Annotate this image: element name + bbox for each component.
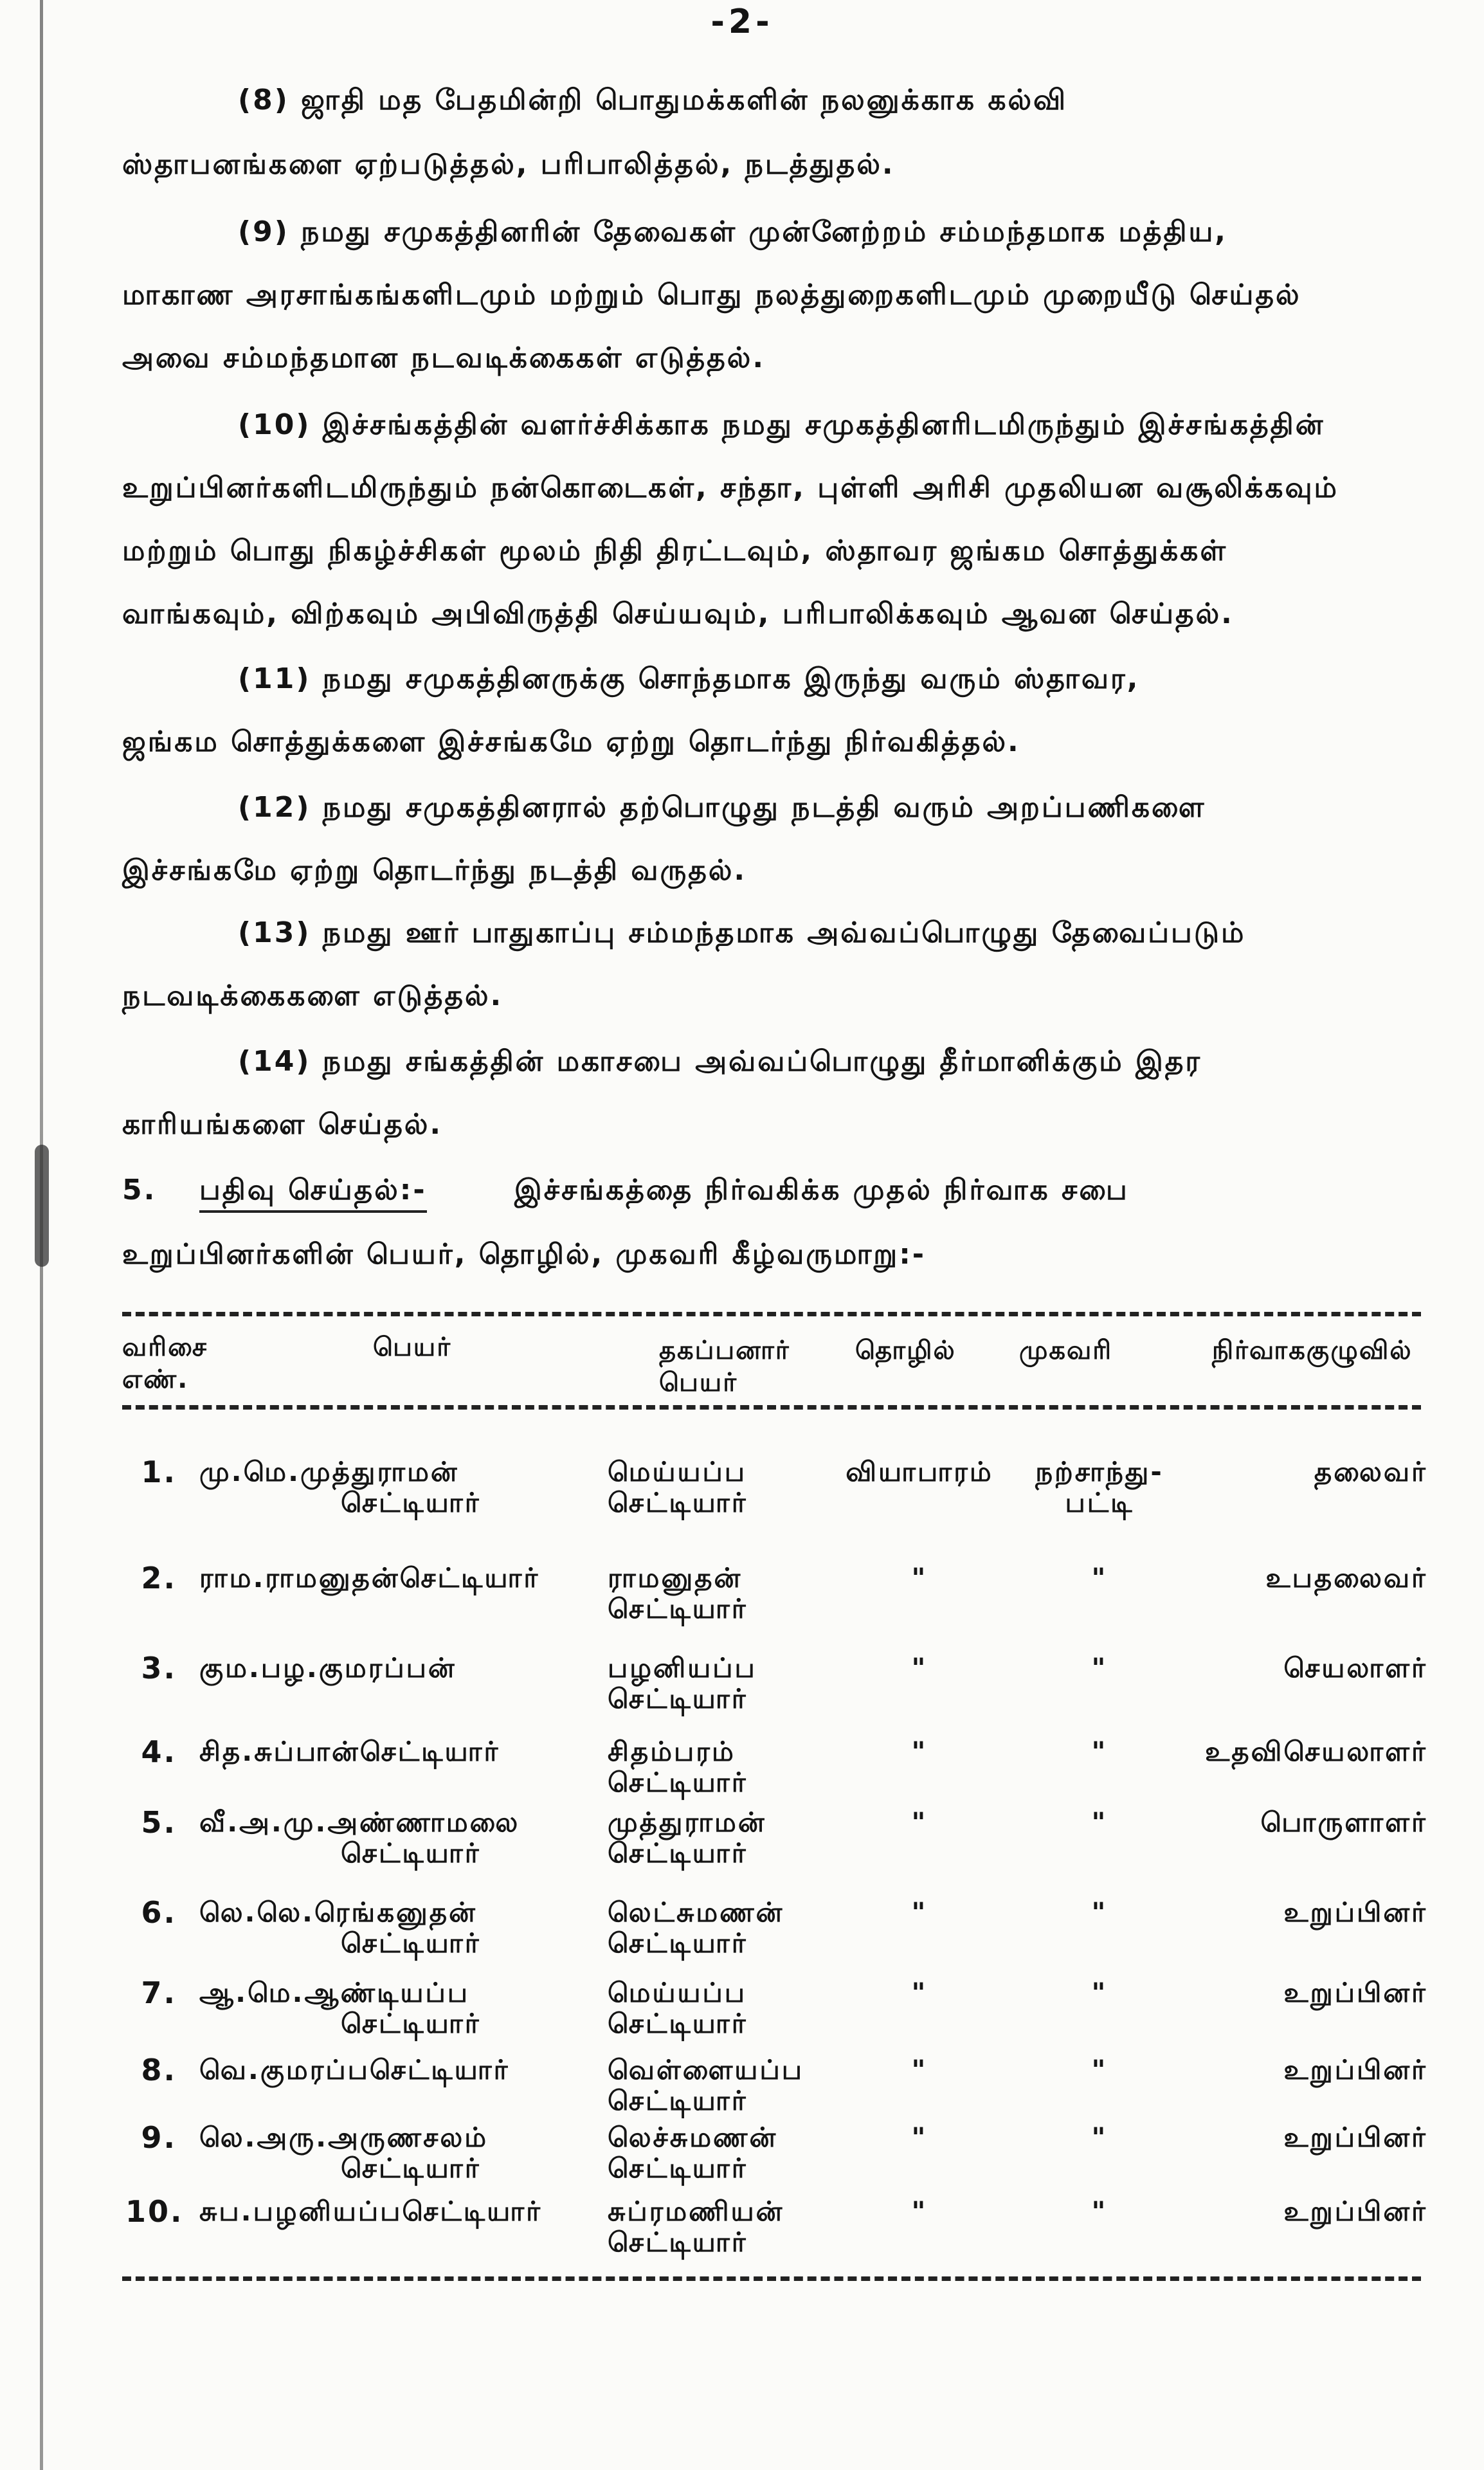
row-number: 8. [141, 2053, 177, 2087]
row-father-line1: ராமனுதன் [608, 1562, 743, 1594]
row-role: உறுப்பினர் [1283, 1977, 1427, 2008]
object-14-line1: (14) நமது சங்கத்தின் மகாசபை அவ்வப்பொழுது தீர்மானிக்கும் இதர [238, 1045, 1202, 1078]
row-father-line2: செட்டியார் [608, 2152, 748, 2184]
row-occupation: " [911, 1652, 928, 1684]
row-father [608, 1977, 748, 2039]
row-number: 3. [141, 1651, 177, 1685]
row-address-line1: " [1091, 1896, 1108, 1928]
row-role: உறுப்பினர் [1283, 1896, 1427, 1928]
table-row [0, 2122, 1484, 2206]
row-father-line2: செட்டியார் [608, 1593, 748, 1624]
header-serial [122, 1331, 208, 1395]
row-name [199, 1563, 539, 1594]
row-name [199, 2196, 542, 2227]
row-occupation: " [911, 1736, 928, 1767]
row-name-line1: ராம.ராமனுதன்செட்டியார் [199, 1562, 540, 1594]
header-role: நிர்வாககுழுவில் [1212, 1336, 1413, 1365]
row-address-line1: " [1091, 2054, 1108, 2085]
row-address-line1: நற்சாந்து- [1035, 1456, 1164, 1487]
object-13-line1: (13) நமது ஊர் பாதுகாப்பு சம்மந்தமாக அவ்வப்பொழுது தேவைப்படும் [238, 916, 1246, 949]
row-name-line2: செட்டியார் [341, 1837, 481, 1869]
row-address-line1: " [1091, 2121, 1108, 2153]
row-number: 6. [141, 1895, 177, 1930]
object-10-line4: வாங்கவும், விற்கவும் அபிவிருத்தி செய்யவும், பரிபாலிக்கவும் ஆவன செய்தல். [122, 597, 1234, 630]
table-row [0, 1563, 1484, 1646]
row-father [608, 1736, 748, 1798]
row-name-line1: வெ.குமரப்பசெட்டியார் [199, 2054, 510, 2085]
object-8-line2: ஸ்தாபனங்களை ஏற்படுத்தல், பரிபாலித்தல், நடத்துதல். [122, 148, 895, 181]
row-name [199, 2122, 488, 2184]
row-father-line1: சிதம்பரம் [608, 1736, 736, 1767]
table-row [0, 1457, 1484, 1540]
row-father-line2: செட்டியார் [608, 2226, 748, 2258]
row-name [199, 1977, 481, 2039]
row-father-line1: மெய்யப்ப [608, 1456, 747, 1487]
row-name [199, 1653, 457, 1684]
row-father-line1: லெட்சுமணன் [608, 1896, 784, 1928]
row-name [199, 1807, 520, 1869]
row-name-line2: செட்டியார் [341, 1927, 481, 1959]
row-occupation: " [911, 1806, 928, 1838]
object-9-line2: மாகாண அரசாங்கங்களிடமும் மற்றும் பொது நலத்துறைகளிடமும் முறையீடு செய்தல் [122, 278, 1301, 311]
row-father-line1: பழனியப்ப [608, 1652, 757, 1684]
table-row [0, 2196, 1484, 2280]
row-address-line1: " [1091, 2195, 1108, 2227]
row-name-line1: மு.மெ.முத்துராமன் [199, 1456, 459, 1487]
row-father [608, 1563, 748, 1624]
header-father-line2: பெயர் [659, 1368, 738, 1397]
row-address-line2: பட்டி [1065, 1487, 1134, 1518]
row-name-line1: சுப.பழனியப்பசெட்டியார் [199, 2195, 543, 2227]
object-12-line1: (12) நமது சமுகத்தினரால் தற்பொழுது நடத்தி வரும் அறப்பணிகளை [238, 791, 1206, 824]
row-father [608, 2196, 784, 2258]
table-row [0, 1897, 1484, 1981]
row-name-line2: செட்டியார் [341, 2008, 481, 2039]
row-name-line2: செட்டியார் [341, 1487, 481, 1518]
binding-mark [35, 1145, 49, 1267]
row-name-line1: கும.பழ.குமரப்பன் [199, 1652, 457, 1684]
row-father-line2: செட்டியார் [608, 2008, 748, 2039]
object-9-line1: (9) நமது சமுகத்தினரின் தேவைகள் முன்னேற்றம் சம்மந்தமாக மத்திய, [238, 215, 1228, 248]
header-serial-line2: எண். [122, 1365, 189, 1394]
row-role: உபதலைவர் [1265, 1562, 1427, 1594]
object-11-line1: (11) நமது சமுகத்தினருக்கு சொந்தமாக இருந்து வரும் ஸ்தாவர, [238, 662, 1140, 695]
registration-text-line2: உறுப்பினர்களின் பெயர், தொழில், முகவரி கீழ்வருமாறு:- [122, 1238, 927, 1271]
header-father-line1: தகப்பனார் [659, 1336, 790, 1365]
header-address: முகவரி [1019, 1336, 1113, 1365]
registration-number: 5. [122, 1174, 157, 1206]
row-address-line1: " [1091, 1736, 1108, 1767]
row-name [199, 1736, 500, 1767]
row-name-line1: லெ.லெ.ரெங்கனுதன் [199, 1896, 477, 1928]
row-father-line2: செட்டியார் [608, 1766, 748, 1798]
row-name-line1: வீ.அ.மு.அண்ணாமலை [199, 1806, 520, 1838]
row-father-line2: செட்டியார் [608, 1927, 748, 1959]
row-number: 7. [141, 1975, 177, 2010]
row-father [608, 2055, 804, 2116]
header-occupation: தொழில் [855, 1336, 956, 1365]
table-top-rule [122, 1312, 1421, 1316]
object-14-line2: காரியங்களை செய்தல். [122, 1108, 443, 1141]
row-occupation: " [911, 1977, 928, 2008]
row-father [608, 1653, 757, 1714]
object-9-line3: அவை சம்மந்தமான நடவடிக்கைகள் எடுத்தல். [122, 341, 766, 374]
header-serial-line1: வரிசை [122, 1332, 208, 1362]
object-11-line2: ஜங்கம சொத்துக்களை இச்சங்கமே ஏற்று தொடர்ந்து நிர்வகித்தல். [122, 725, 1020, 758]
row-occupation: " [911, 2195, 928, 2227]
row-name-line1: சித.சுப்பான்செட்டியார் [199, 1736, 500, 1767]
registration-heading: பதிவு செய்தல்:- [199, 1174, 427, 1213]
object-8-line1: (8) ஜாதி மத பேதமின்றி பொதுமக்களின் நலனுக்காக கல்வி [238, 84, 1068, 116]
row-address-line1: " [1091, 1652, 1108, 1684]
row-address-line1: " [1091, 1806, 1108, 1838]
header-father [659, 1334, 790, 1399]
row-father-line2: செட்டியார் [608, 2085, 748, 2116]
row-number: 2. [141, 1561, 177, 1595]
object-12-line2: இச்சங்கமே ஏற்று தொடர்ந்து நடத்தி வருதல். [122, 854, 747, 887]
row-name-line2: செட்டியார் [341, 2152, 481, 2184]
row-role: உறுப்பினர் [1283, 2195, 1427, 2227]
row-father [608, 1807, 766, 1869]
row-occupation: வியாபாரம் [846, 1456, 993, 1487]
row-name-line1: ஆ.மெ.ஆண்டியப்ப [199, 1977, 470, 2008]
row-occupation: " [911, 2121, 928, 2153]
row-occupation: " [911, 1896, 928, 1928]
object-10-line3: மற்றும் பொது நிகழ்ச்சிகள் மூலம் நிதி திரட்டவும், ஸ்தாவர ஜங்கம சொத்துக்கள் [122, 534, 1228, 567]
row-father [608, 2122, 777, 2184]
registration-text-line1: இச்சங்கத்தை நிர்வகிக்க முதல் நிர்வாக சபை [514, 1174, 1129, 1206]
row-name [199, 1897, 481, 1959]
row-role: உதவிசெயலாளர் [1205, 1736, 1427, 1767]
row-number: 10. [125, 2194, 184, 2229]
header-name: பெயர் [373, 1332, 452, 1362]
row-address-line1: " [1091, 1562, 1108, 1594]
row-name [199, 2055, 510, 2085]
row-role: உறுப்பினர் [1283, 2121, 1427, 2153]
row-father-line2: செட்டியார் [608, 1683, 748, 1714]
row-occupation: " [911, 1562, 928, 1594]
row-number: 9. [141, 2120, 177, 2155]
object-13-line2: நடவடிக்கைகளை எடுத்தல். [122, 979, 503, 1012]
row-address-line1: " [1091, 1977, 1108, 2008]
row-role: உறுப்பினர் [1283, 2054, 1427, 2085]
row-father-line2: செட்டியார் [608, 1487, 748, 1518]
row-father-line2: செட்டியார் [608, 1837, 748, 1869]
table-row [0, 1807, 1484, 1891]
row-father-line1: முத்துராமன் [608, 1806, 766, 1838]
row-father-line1: சுப்ரமணியன் [608, 2195, 784, 2227]
row-role: பொருளாளர் [1260, 1806, 1427, 1838]
row-number: 4. [141, 1734, 177, 1769]
object-10-line1: (10) இச்சங்கத்தின் வளர்ச்சிக்காக நமது சமுகத்தினரிடமிருந்தும் இச்சங்கத்தின் [238, 408, 1325, 441]
row-number: 5. [141, 1805, 177, 1840]
row-father-line1: வெள்ளையப்ப [608, 2054, 804, 2085]
row-role: தலைவர் [1314, 1456, 1427, 1487]
row-father [608, 1897, 784, 1959]
row-father-line1: மெய்யப்ப [608, 1977, 747, 2008]
object-10-line2: உறுப்பினர்களிடமிருந்தும் நன்கொடைகள், சந்தா, புள்ளி அரிசி முதலியன வசூலிக்கவும் [122, 471, 1339, 504]
row-father [608, 1457, 748, 1518]
row-name-line1: லெ.அரு.அருணசலம் [199, 2121, 489, 2153]
page-number: -2- [710, 3, 774, 41]
table-header-rule [122, 1405, 1421, 1410]
row-role: செயலாளர் [1283, 1652, 1427, 1684]
row-name [199, 1457, 481, 1518]
table-row [0, 1977, 1484, 2061]
row-father-line1: லெச்சுமணன் [608, 2121, 778, 2153]
row-occupation: " [911, 2054, 928, 2085]
row-number: 1. [141, 1455, 177, 1489]
table-row [0, 1653, 1484, 1736]
